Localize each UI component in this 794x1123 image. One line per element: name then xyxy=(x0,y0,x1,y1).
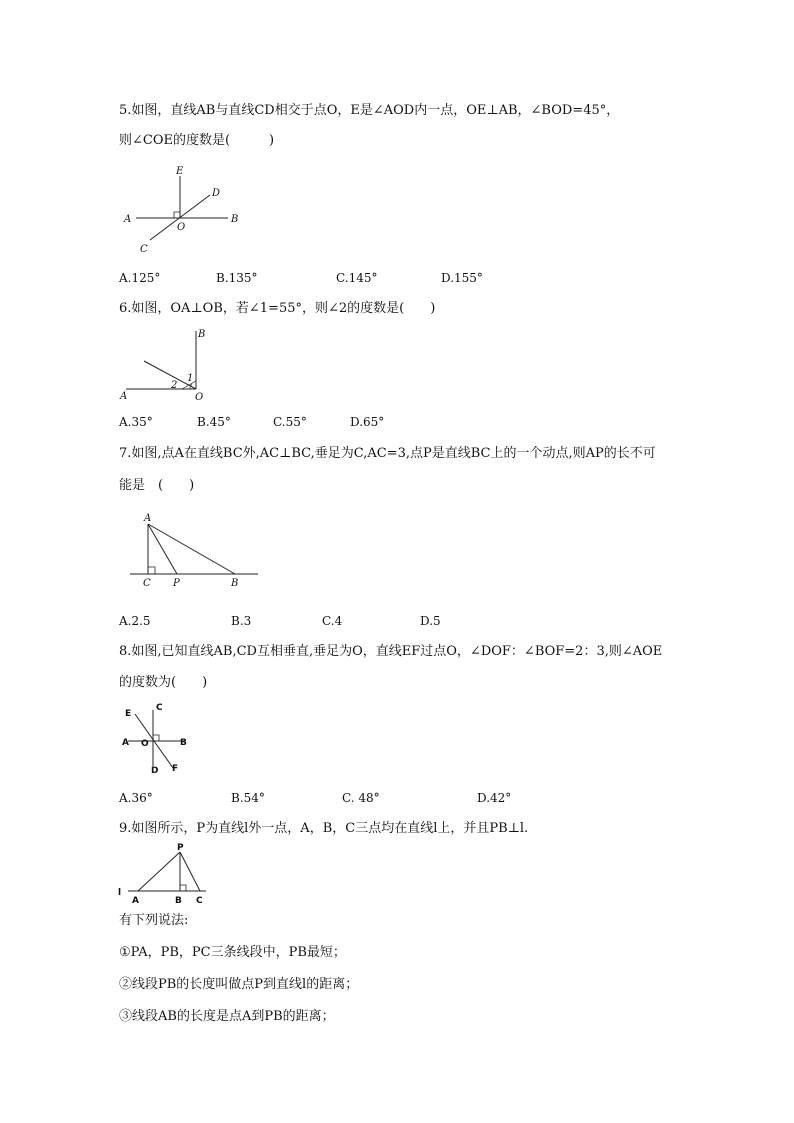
q9-statement-3: ③线段AB的长度是点A到PB的距离； xyxy=(119,1009,335,1024)
q6-label-o: O xyxy=(195,392,204,403)
q8-option-c: C. 48° xyxy=(342,791,380,805)
q7-label-p: P xyxy=(173,578,180,589)
q8-label-c: C xyxy=(156,703,163,713)
q9-statement-1: ①PA，PB，PC三条线段中，PB最短； xyxy=(119,945,346,960)
q8-label-b: B xyxy=(180,738,187,748)
q6-figure xyxy=(120,325,220,405)
q7-option-b: B.3 xyxy=(231,614,252,628)
q5-label-o: O xyxy=(177,222,186,233)
q9-label-a: A xyxy=(132,896,139,906)
q5-option-a: A.125° xyxy=(119,271,161,285)
q7-option-d: D.5 xyxy=(420,614,441,628)
q5-option-c: C.145° xyxy=(336,271,378,285)
q8-option-a: A.36° xyxy=(119,791,153,805)
q8-label-o: O xyxy=(141,739,149,749)
q7-stem-line1: 7.如图,点A在直线BC外,AC⊥BC,垂足为C,AC=3,点P是直线BC上的一个动点,则AP的长不可 xyxy=(119,446,656,461)
q9-statement-2: ②线段PB的长度叫做点P到直线l的距离； xyxy=(119,977,359,992)
q7-option-a: A.2.5 xyxy=(119,614,151,628)
q9-label-c: C xyxy=(196,896,203,906)
q5-label-c: C xyxy=(140,244,148,255)
q9-label-b: B xyxy=(175,896,182,906)
q5-label-a: A xyxy=(124,214,132,225)
q5-figure xyxy=(120,160,250,255)
q9-intro: 有下列说法: xyxy=(119,913,189,928)
q7-label-a: A xyxy=(144,513,152,524)
q7-label-b: B xyxy=(231,578,239,589)
q8-option-b: B.54° xyxy=(231,791,265,805)
q8-label-e: E xyxy=(125,709,132,719)
q5-option-d: D.155° xyxy=(441,271,483,285)
q6-option-a: A.35° xyxy=(119,415,153,429)
q6-option-c: C.55° xyxy=(273,415,307,429)
q5-stem-line2: 则∠COE的度数是( ) xyxy=(119,133,275,148)
q8-label-f: F xyxy=(172,764,179,774)
q5-stem-line1: 5.如图，直线AB与直线CD相交于点O，E是∠AOD内一点，OE⊥AB，∠BOD=45°， xyxy=(119,103,620,118)
q8-stem-line1: 8.如图,已知直线AB,CD互相垂直,垂足为O，直线EF过点O，∠DOF：∠BOF=2：3,则∠AOE xyxy=(119,644,663,659)
q7-label-c: C xyxy=(143,578,151,589)
q6-label-angle-1: 1 xyxy=(187,373,194,384)
q9-label-p: P xyxy=(177,843,184,853)
q8-figure xyxy=(118,702,198,780)
q6-label-b: B xyxy=(198,329,206,340)
q5-label-d: D xyxy=(212,188,221,199)
q7-figure xyxy=(125,508,265,593)
q9-label-l: l xyxy=(118,888,122,898)
q5-label-b: B xyxy=(231,214,239,225)
q8-option-d: D.42° xyxy=(477,791,512,805)
q6-label-a: A xyxy=(120,391,128,402)
q6-option-b: B.45° xyxy=(197,415,231,429)
q9-stem-line1: 9.如图所示，P为直线l外一点，A，B，C三点均在直线l上，并且PB⊥l. xyxy=(119,821,529,836)
q6-stem-line1: 6.如图，OA⊥OB，若∠1=55°，则∠2的度数是( ) xyxy=(119,301,436,316)
q5-label-e: E xyxy=(176,166,184,177)
q6-label-angle-2: 2 xyxy=(171,380,178,391)
q8-stem-line2: 的度数为( ) xyxy=(119,675,208,690)
q7-stem-line2: 能是 ( ) xyxy=(119,478,195,493)
q8-label-d: D xyxy=(151,766,159,776)
q7-option-c: C.4 xyxy=(322,614,343,628)
q6-option-d: D.65° xyxy=(350,415,385,429)
q5-option-b: B.135° xyxy=(216,271,258,285)
q9-figure xyxy=(116,840,216,906)
q8-label-a: A xyxy=(122,738,129,748)
